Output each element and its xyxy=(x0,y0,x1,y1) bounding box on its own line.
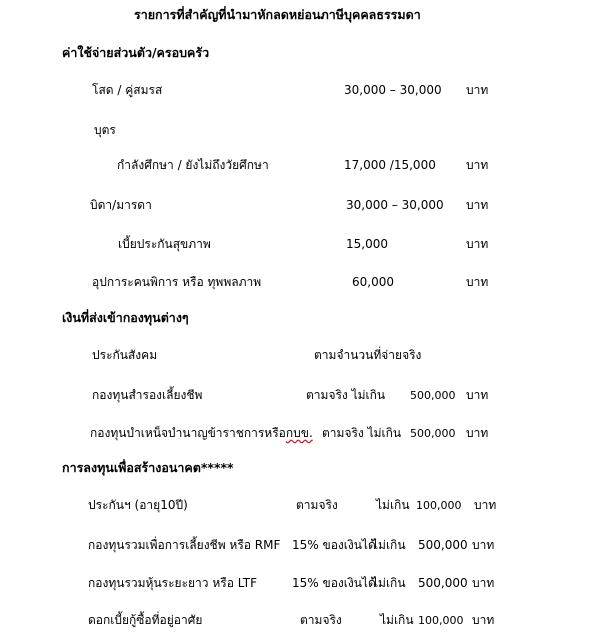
row-value-disabled: 60,000 xyxy=(352,275,394,289)
section-heading-personal: ค่าใช้จ่ายส่วนตัว/ครอบครัว xyxy=(62,45,210,60)
row-amount-life-insurance: 100,000 xyxy=(416,499,462,512)
row-limit-life-insurance: ไม่เกิน xyxy=(376,498,410,512)
row-unit-studying: บาท xyxy=(466,158,489,172)
row-value-social-security: ตามจำนวนที่จ่ายจริง xyxy=(314,348,422,362)
row-value-life-insurance: ตามจริง xyxy=(296,498,338,512)
row-unit-single-spouse: บาท xyxy=(466,83,489,97)
row-label-gpf xyxy=(90,425,313,441)
row-label-gpf-text: กองทุนบำเหน็จบำนาญข้าราชการหรือ xyxy=(90,426,286,440)
row-unit-ltf: บาท xyxy=(472,576,495,590)
row-label-rmf: กองทุนรวมเพื่อการเลี้ยงชีพ หรือ RMF xyxy=(88,538,281,552)
row-value-housing-interest: ตามจริง xyxy=(300,613,342,627)
row-amount-rmf: 500,000 xyxy=(418,538,468,552)
row-value-single-spouse: 30,000 – 30,000 xyxy=(344,83,442,97)
row-label-gpf-abbr: กบข. xyxy=(285,426,313,440)
row-label-disabled: อุปการะคนพิการ หรือ ทุพพลภาพ xyxy=(92,275,262,289)
row-limit-housing-interest: ไม่เกิน xyxy=(380,613,414,627)
row-label-single-spouse: โสด / คู่สมรส xyxy=(92,83,163,97)
row-value-studying: 17,000 /15,000 xyxy=(344,158,436,172)
row-limit-rmf: ไม่เกิน xyxy=(372,538,406,552)
row-label-health-insurance: เบี้ยประกันสุขภาพ xyxy=(118,237,211,251)
page-title: รายการที่สำคัญที่นำมาหักลดหย่อนภาษีบุคคลธรรมดา xyxy=(134,7,421,22)
row-value-parents: 30,000 – 30,000 xyxy=(346,198,444,212)
row-amount-housing-interest: 100,000 xyxy=(418,614,464,627)
row-label-housing-interest: ดอกเบี้ยกู้ซื้อที่อยู่อาศัย xyxy=(88,613,203,627)
row-label-studying: กำลังศึกษา / ยังไม่ถึงวัยศึกษา xyxy=(117,158,269,172)
section-heading-funds: เงินที่ส่งเข้ากองทุนต่างๆ xyxy=(62,310,189,325)
row-unit-housing-interest: บาท xyxy=(472,613,495,627)
row-unit-disabled: บาท xyxy=(466,275,489,289)
row-unit-life-insurance: บาท xyxy=(474,498,497,512)
row-amount-provident-fund: 500,000 xyxy=(410,389,456,402)
row-label-provident-fund: กองทุนสำรองเลี้ยงชีพ xyxy=(92,388,203,402)
row-label-parents: บิดา/มารดา xyxy=(90,198,152,212)
row-label-children: บุตร xyxy=(94,123,116,137)
section-heading-investment: การลงทุนเพื่อสร้างอนาคต***** xyxy=(62,460,234,475)
row-limit-ltf: ไม่เกิน xyxy=(372,576,406,590)
row-amount-gpf: 500,000 xyxy=(410,427,456,440)
row-value-ltf: 15% ของเงินได้ xyxy=(292,576,376,590)
row-label-life-insurance: ประกันฯ (อายุ10ปี) xyxy=(88,498,188,512)
row-unit-health-insurance: บาท xyxy=(466,237,489,251)
row-value-rmf: 15% ของเงินได้ xyxy=(292,538,376,552)
row-unit-parents: บาท xyxy=(466,198,489,212)
row-unit-rmf: บาท xyxy=(472,538,495,552)
row-label-ltf: กองทุนรวมหุ้นระยะยาว หรือ LTF xyxy=(88,576,257,590)
row-value-health-insurance: 15,000 xyxy=(346,237,388,251)
row-value-gpf: ตามจริง ไม่เกิน xyxy=(322,426,402,440)
row-label-social-security: ประกันสังคม xyxy=(92,348,158,362)
row-unit-provident-fund: บาท xyxy=(466,388,489,402)
row-amount-ltf: 500,000 xyxy=(418,576,468,590)
row-unit-gpf: บาท xyxy=(466,426,489,440)
row-value-provident-fund: ตามจริง ไม่เกิน xyxy=(306,388,386,402)
